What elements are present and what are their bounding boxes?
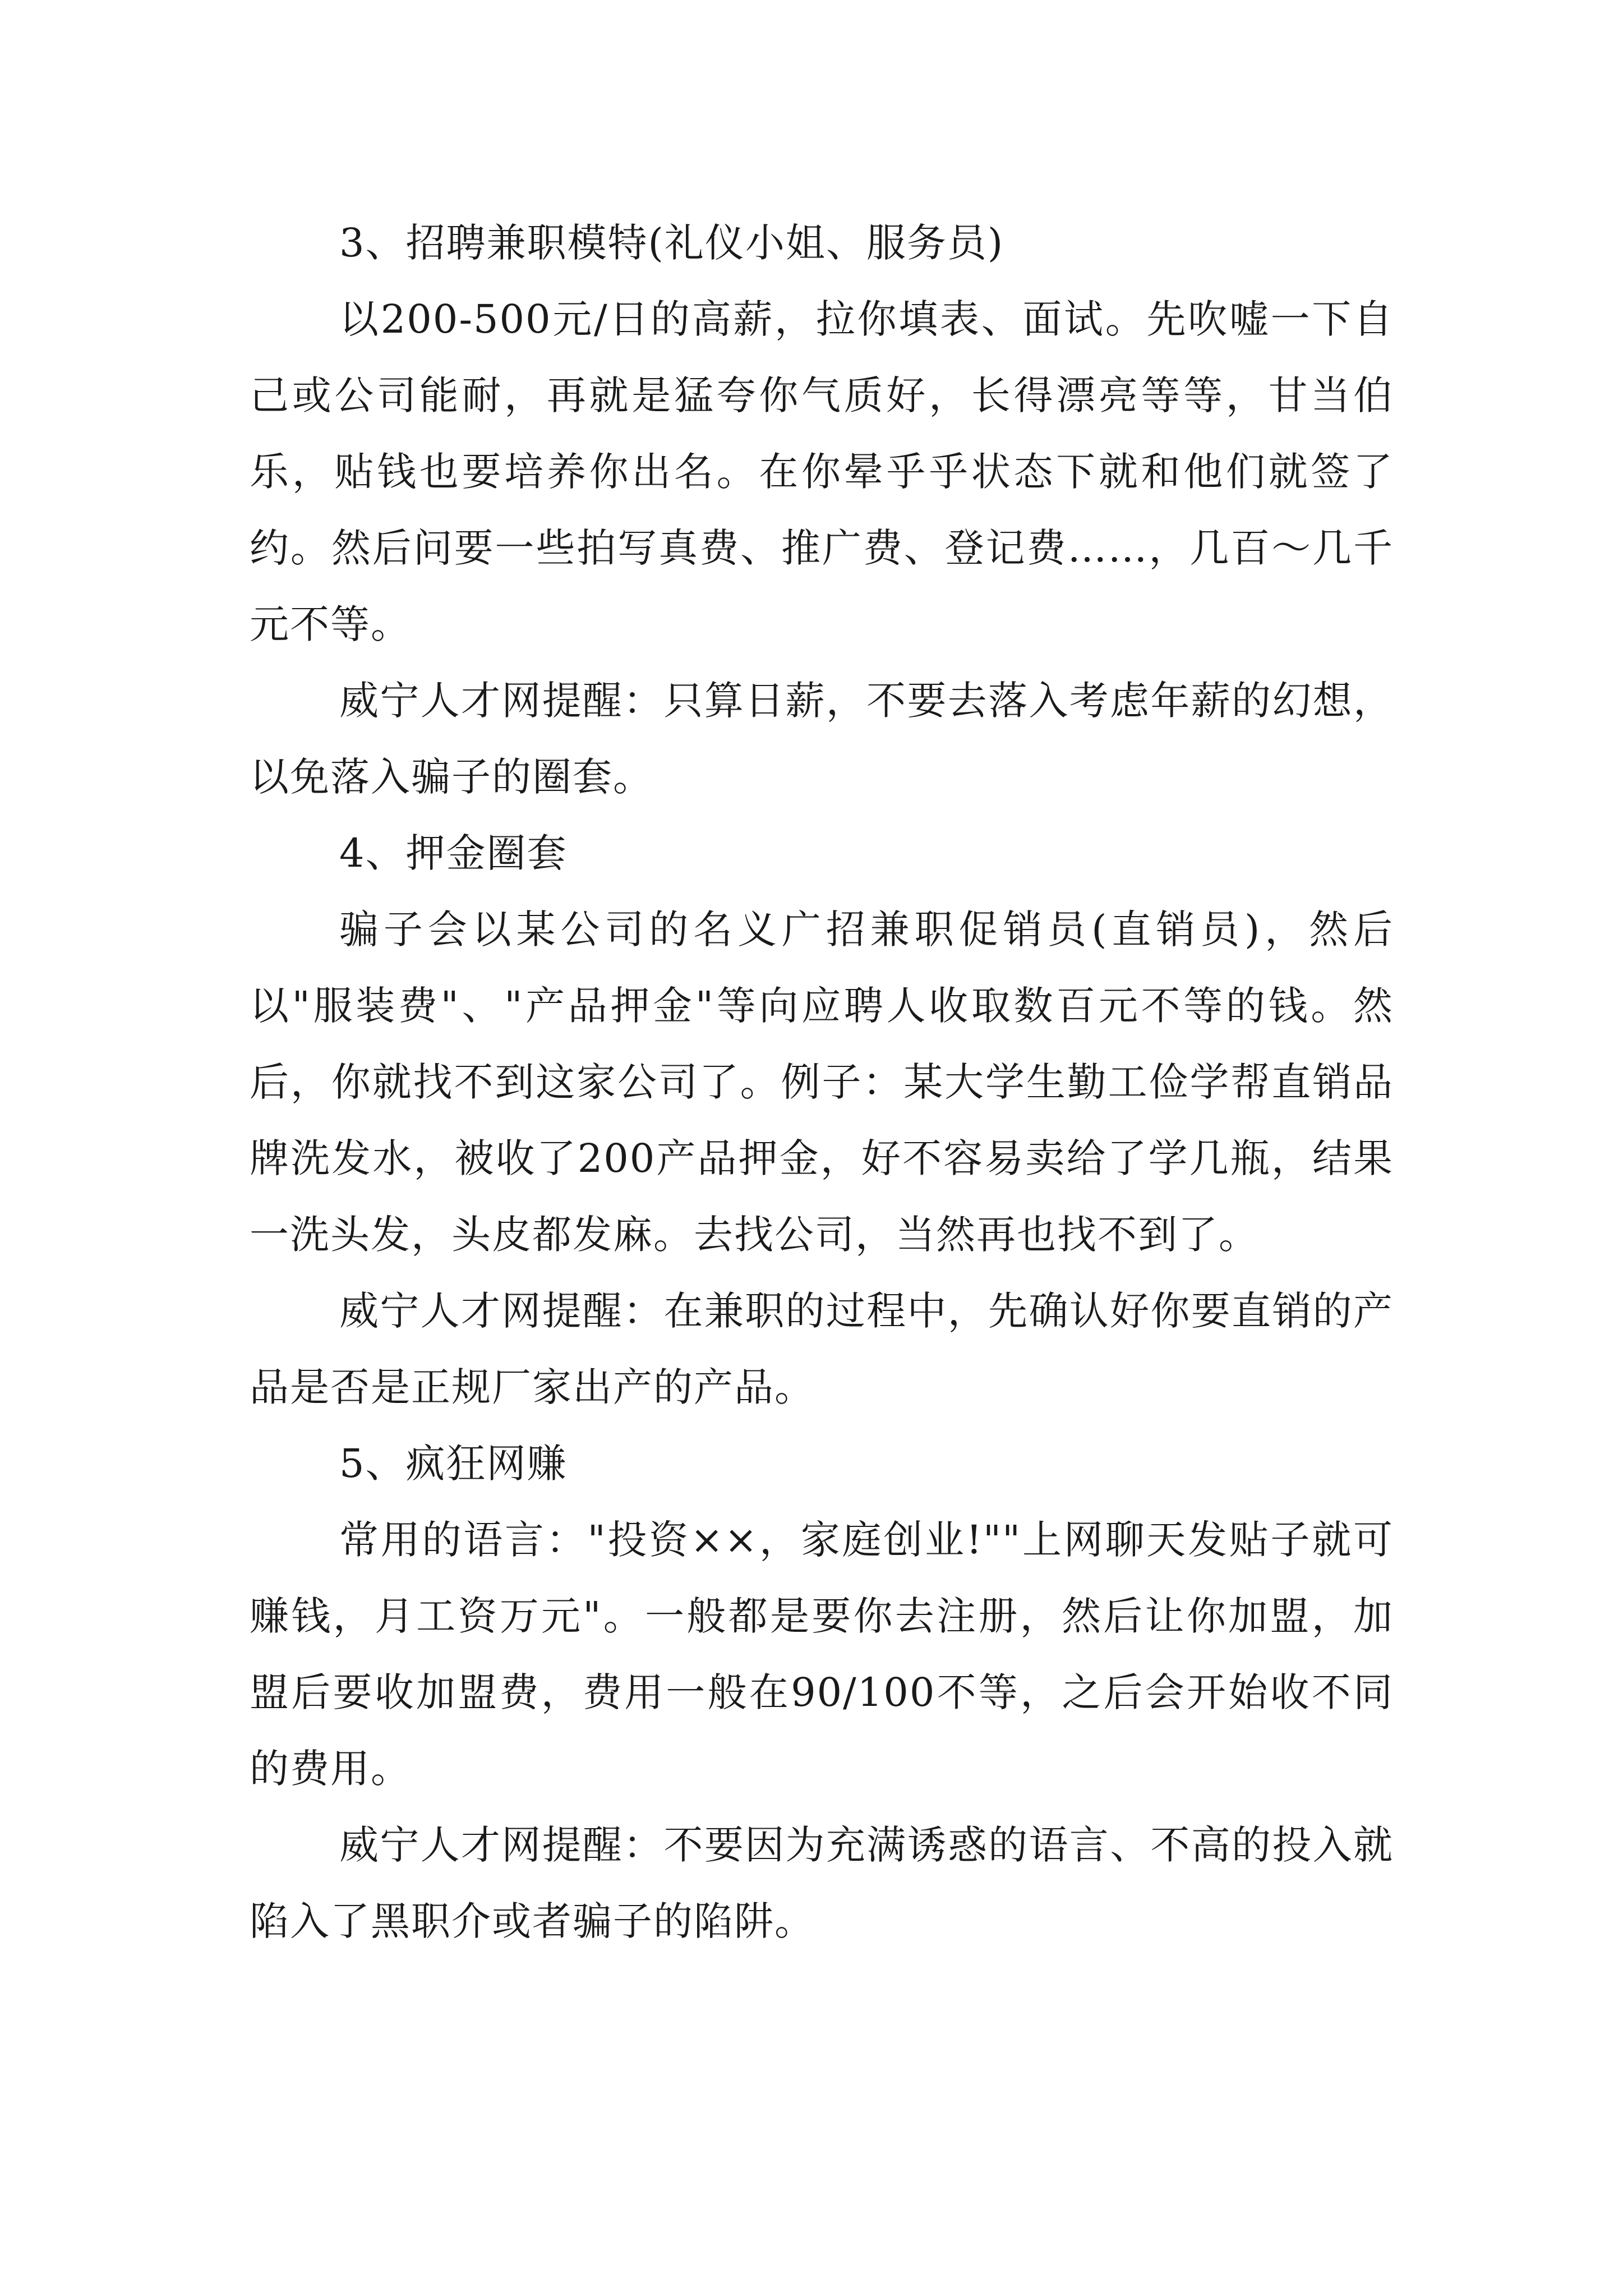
reminder-paragraph: 威宁人才网提醒：不要因为充满诱惑的语言、不高的投入就陷入了黑职介或者骗子的陷阱。: [250, 1822, 1394, 1944]
reminder-paragraph: 威宁人才网提醒：只算日薪，不要去落入考虑年薪的幻想，以免落入骗子的圈套。: [250, 678, 1394, 800]
paragraph: 以200-500元/日的高薪，拉你填表、面试。先吹嘘一下自己或公司能耐，再就是猛夸你气质好，长得漂亮等等，甘当伯乐，贴钱也要培养你出名。在你晕乎乎状态下就和他们就签了约。然后问要一些拍写真费、推广费、登记费……，几百～几千元不等。: [250, 296, 1394, 647]
reminder-paragraph: 威宁人才网提醒：在兼职的过程中，先确认好你要直销的产品是否是正规厂家出产的产品。: [250, 1288, 1394, 1410]
paragraph: 常用的语言："投资××，家庭创业!""上网聊天发贴子就可赚钱，月工资万元"。一般都是要你去注册，然后让你加盟，加盟后要收加盟费，费用一般在90/100不等，之后会开始收不同的费用。: [250, 1517, 1394, 1792]
section-heading-4: 4、押金圈套: [339, 830, 568, 876]
paragraph: 骗子会以某公司的名义广招兼职促销员(直销员)，然后以"服装费"、"产品押金"等向应聘人收取数百元不等的钱。然后，你就找不到这家公司了。例子：某大学生勤工俭学帮直销品牌洗发水，被收了200产品押金，好不容易卖给了学几瓶，结果一洗头发，头皮都发麻。去找公司，当然再也找不到了。: [250, 907, 1394, 1258]
section-heading-3: 3、招聘兼职模特(礼仪小姐、服务员): [339, 220, 1004, 266]
document-body: [250, 205, 1394, 1959]
section-heading-5: 5、疯狂网赚: [339, 1441, 568, 1487]
